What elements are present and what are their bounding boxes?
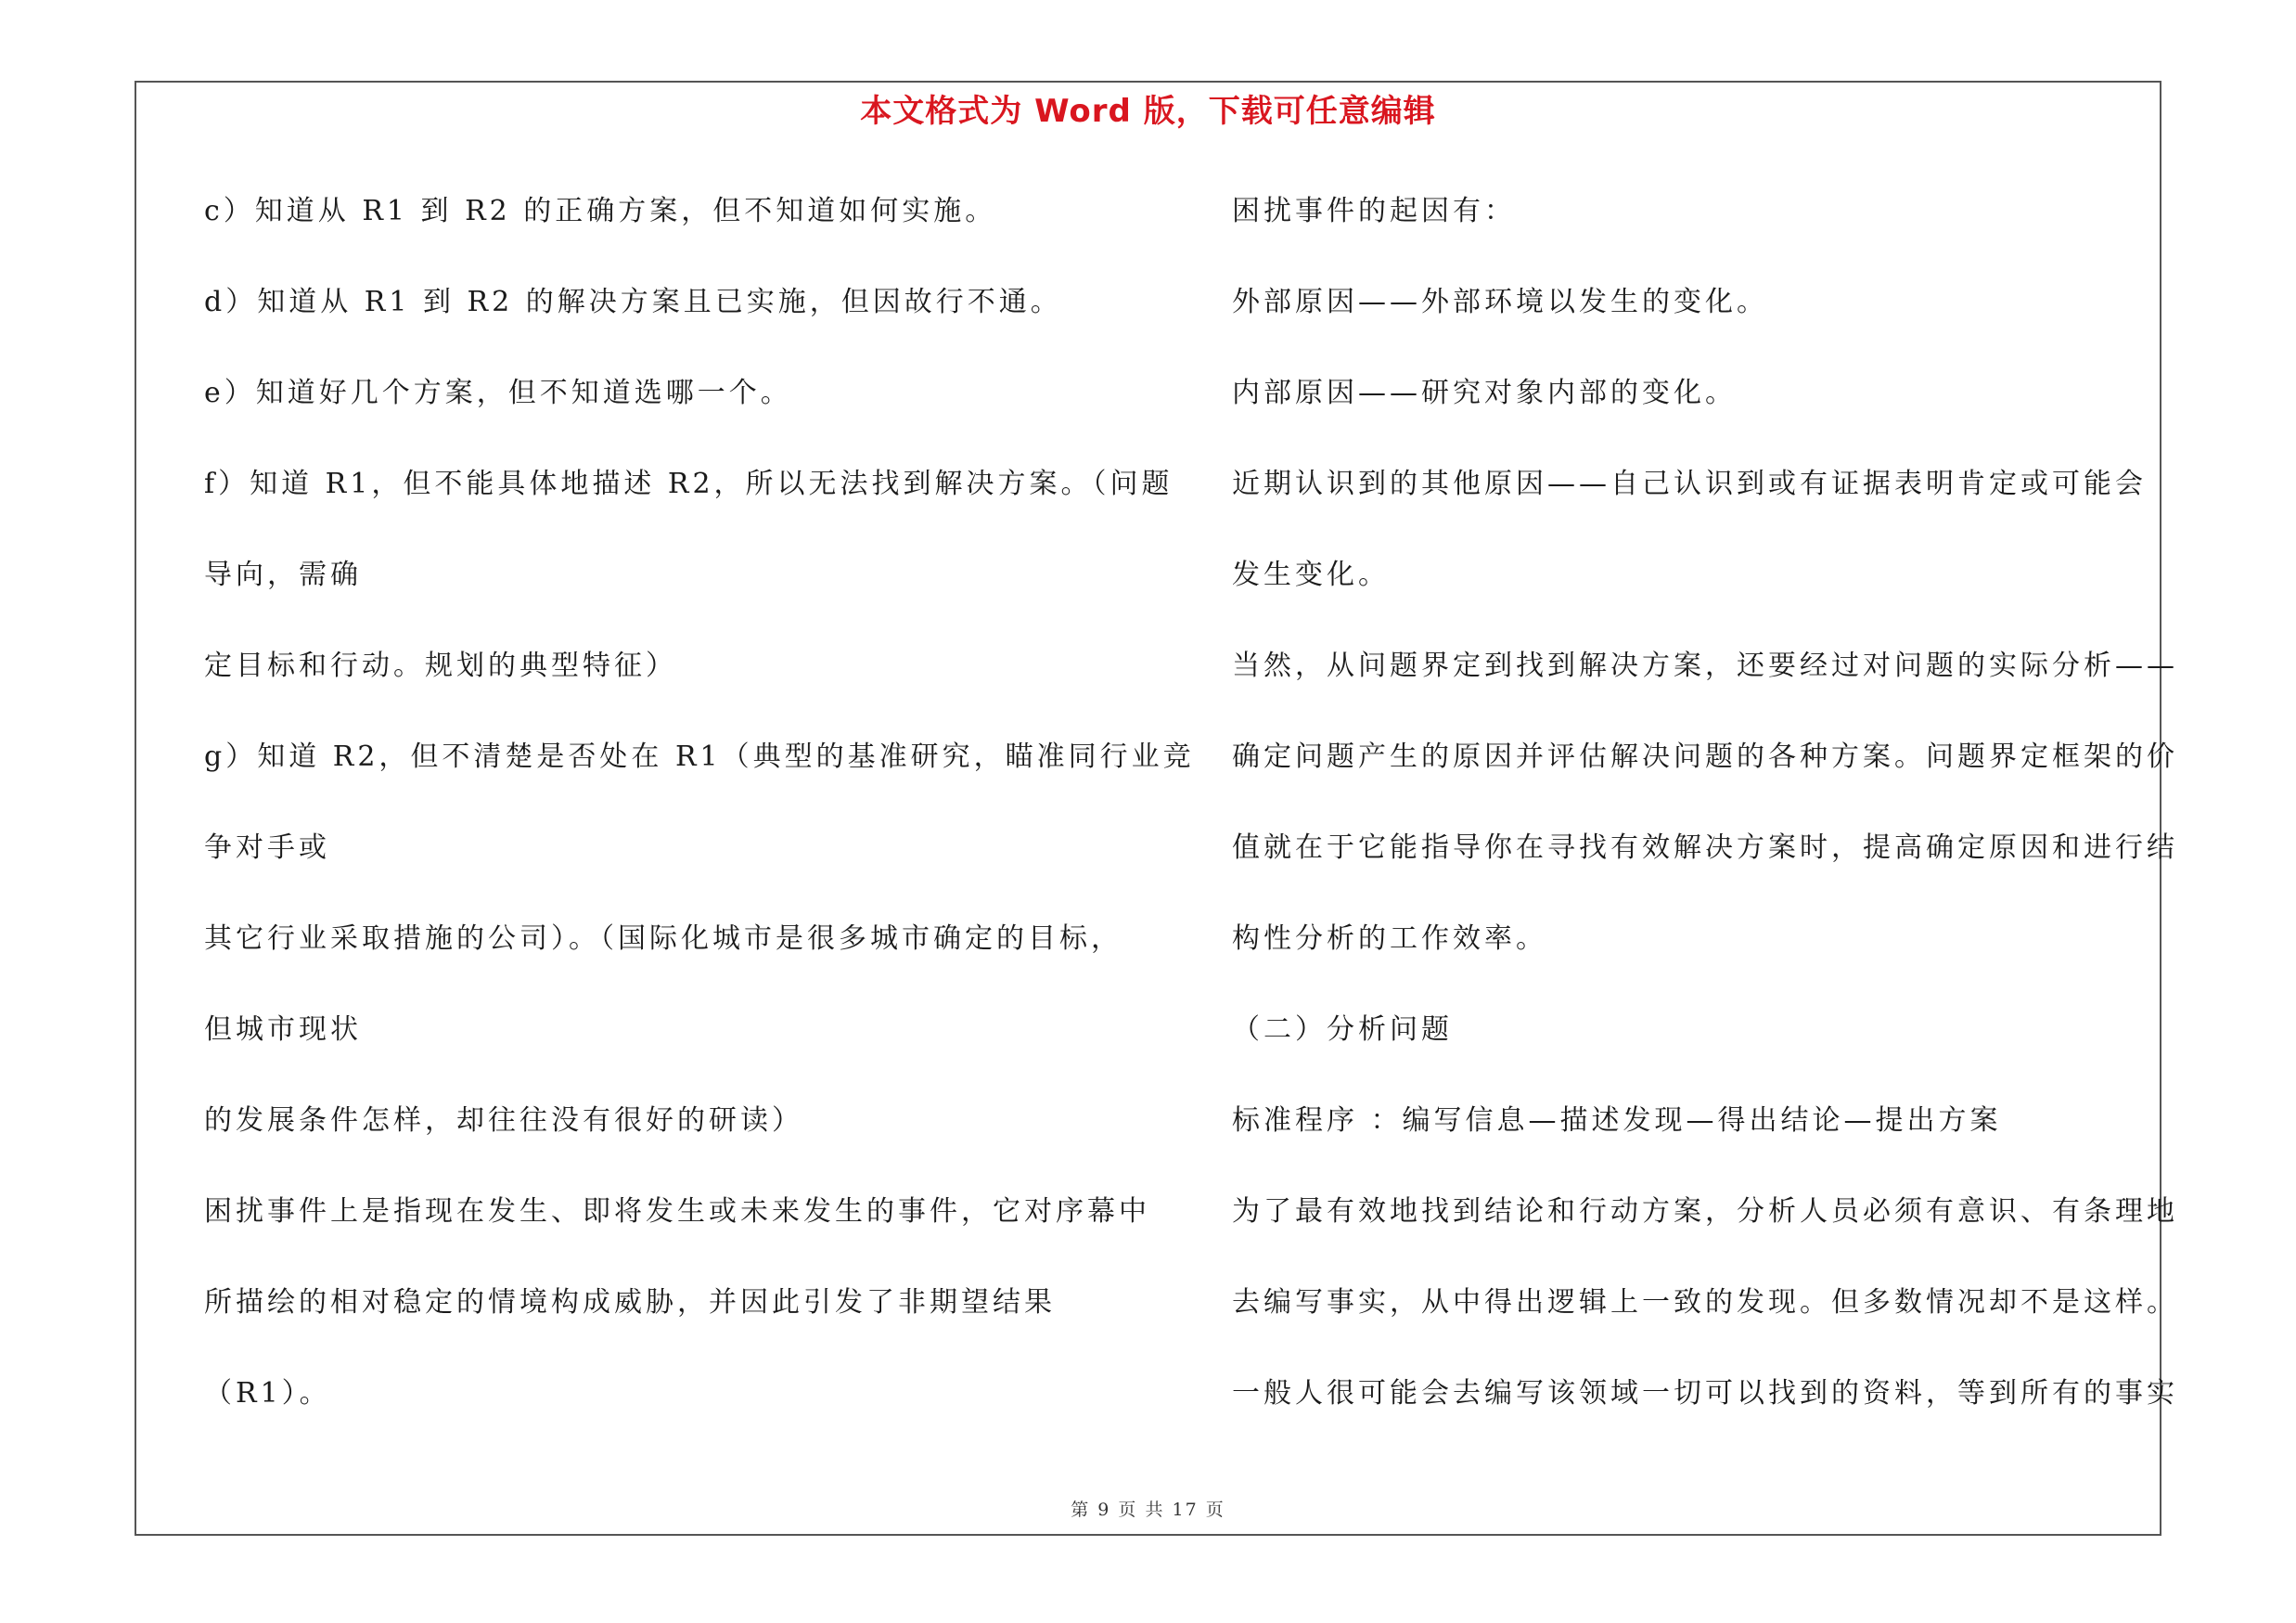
text-line: 外部原因——外部环境以发生的变化。 (1232, 286, 1768, 318)
text-line: 当然，从问题界定到找到解决方案，还要经过对问题的实际分析—— (1232, 650, 2178, 682)
text-line: 的发展条件怎样，却往往没有很好的研读） (204, 1104, 803, 1137)
page-number: 第 9 页 共 17 页 (1071, 1500, 1225, 1520)
text-line: 困扰事件上是指现在发生、即将发生或未来发生的事件，它对序幕中 (204, 1195, 1150, 1228)
text-line: 一般人很可能会去编写该领域一切可以找到的资料，等到所有的事实 (1232, 1377, 2178, 1410)
text-line: 导向，需确 (204, 559, 362, 591)
text-line: c）知道从 R1 到 R2 的正确方案，但不知道如何实施。 (204, 195, 997, 227)
right-column (1232, 182, 2178, 1455)
text-line: 去编写事实，从中得出逻辑上一致的发现。但多数情况却不是这样。 (1232, 1286, 2178, 1319)
text-line: 内部原因——研究对象内部的变化。 (1232, 377, 1737, 409)
text-line: （R1）。 (204, 1377, 331, 1410)
text-line: 困扰事件的起因有： (1232, 195, 1516, 227)
text-line: f）知道 R1，但不能具体地描述 R2，所以无法找到解决方案。（问题 (204, 468, 1174, 500)
text-line: 所描绘的相对稳定的情境构成威胁，并因此引发了非期望结果 (204, 1286, 1056, 1319)
text-line: 其它行业采取措施的公司）。（国际化城市是很多城市确定的目标， (204, 922, 1122, 955)
text-line: d）知道从 R1 到 R2 的解决方案且已实施，但因故行不通。 (204, 286, 1062, 318)
header-banner: 本文格式为 Word 版，下载可任意编辑 (860, 93, 1436, 130)
text-line: 争对手或 (204, 831, 330, 864)
section-heading: （二）分析问题 (1232, 1013, 1453, 1046)
text-line: 标准程序 ：编写信息—描述发现—得出结论—提出方案 (1232, 1104, 2002, 1137)
text-line: 近期认识到的其他原因——自己认识到或有证据表明肯定或可能会 (1232, 468, 2147, 500)
text-line: e）知道好几个方案，但不知道选哪一个。 (204, 377, 792, 409)
text-line: g）知道 R2，但不清楚是否处在 R1（典型的基准研究，瞄准同行业竞 (204, 741, 1195, 773)
left-column (204, 182, 1195, 1455)
text-line: 但城市现状 (204, 1013, 362, 1046)
text-line: 确定问题产生的原因并评估解决问题的各种方案。问题界定框架的价 (1232, 741, 2178, 773)
text-line: 为了最有效地找到结论和行动方案，分析人员必须有意识、有条理地 (1232, 1195, 2178, 1228)
text-line: 定目标和行动。规划的典型特征） (204, 650, 677, 682)
text-line: 发生变化。 (1232, 559, 1390, 591)
text-line: 值就在于它能指导你在寻找有效解决方案时，提高确定原因和进行结 (1232, 831, 2178, 864)
text-line: 构性分析的工作效率。 (1232, 922, 1547, 955)
